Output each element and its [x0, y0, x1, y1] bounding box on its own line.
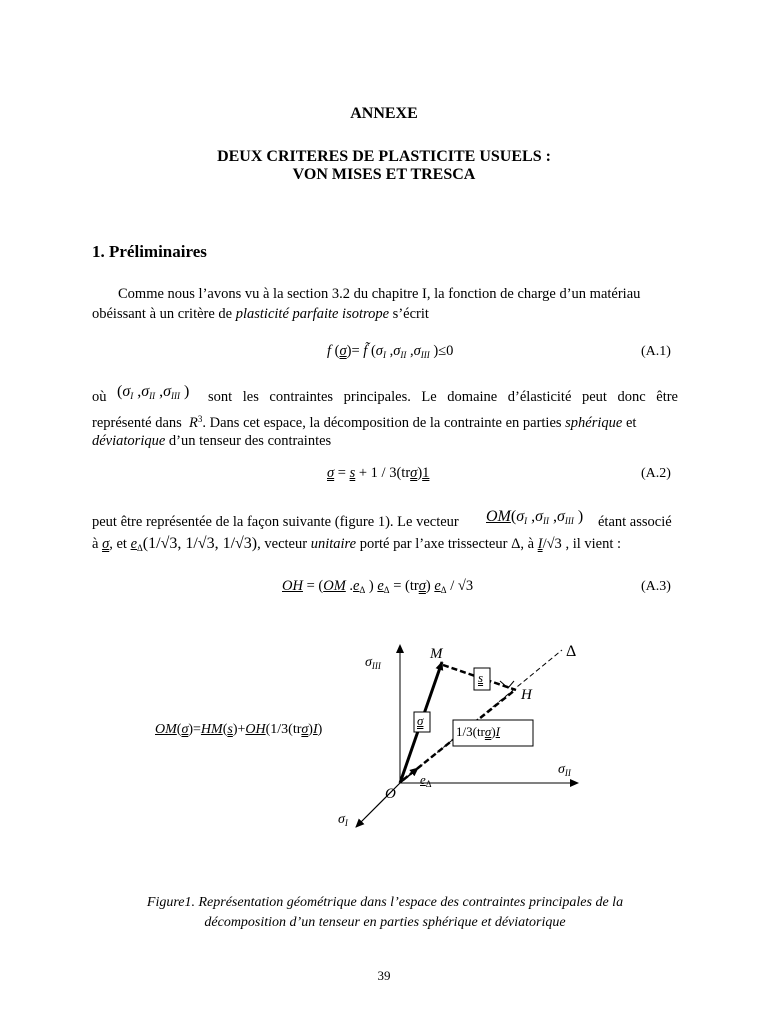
para2-line2: représenté dans $R^3$. Dans cet espace, la décomposition de la contrainte en parties sphérique et [92, 414, 637, 431]
annex-title-line2: VON MISES ET TRESCA [292, 166, 476, 183]
label-o: O [385, 786, 396, 802]
annex-heading: ANNEXE [350, 105, 418, 122]
equation-a3-number: (A.3) [641, 579, 671, 594]
label-e-delta: $e_\Delta$ [420, 772, 432, 789]
para3-line1-start: peut être représentée de la façon suivante (figure 1). Le vecteur [92, 514, 459, 530]
label-delta: Δ [566, 643, 577, 660]
s-box-label: s [478, 670, 484, 685]
equation-a1-number: (A.1) [641, 344, 671, 359]
principal-stresses-formula: ($\sigma_I$ $,\sigma_{II}$ $,\sigma_{III}$ ) [117, 383, 190, 401]
equation-a2-number: (A.2) [641, 466, 671, 481]
label-sigma-i: $\sigma_I$ [338, 812, 348, 828]
trace-box-label: 1/3(trσ)I [456, 724, 500, 739]
emph-plasticite: plasticité parfaite isotrope [235, 306, 390, 322]
para3-line2: à σ, et $e_\Delta(1/√3$, 1/√3, 1/√3), vecteur unitaire porté par l’axe trissecteur Δ, à I/√3 , il vient : [92, 535, 622, 553]
para2-line1-start: où [92, 389, 107, 405]
equation-a1: f (σ)= f̃ ($\sigma_I$ $,\sigma_{II}$ $,\sigma_{III}$ )≤0 [327, 343, 454, 360]
para3-line1-end: étant associé [598, 514, 672, 530]
om-vector-formula: $OM(\sigma_I$ $,\sigma_{II}$ $,\sigma_{III}$ ) [486, 508, 584, 526]
label-sigma-ii: $\sigma_{II}$ [558, 762, 571, 778]
section-title: 1. Préliminaires [92, 242, 207, 261]
right-angle-mark [500, 681, 514, 688]
label-m: M [430, 646, 443, 662]
figure-decomposition-formula: OM(σ)=HM(s)+OH(1/3(trσ)I) [155, 722, 323, 737]
para1-line1: Comme nous l’avons vu à la section 3.2 du chapitre I, la fonction de charge d’un matériau [118, 286, 641, 302]
para2-line1-end: sont les contraintes principales. Le domaine d’élasticité peut donc être [208, 389, 678, 405]
annex-title-line1: DEUX CRITERES DE PLASTICITE USUELS : [217, 148, 551, 165]
para2-line3: déviatorique d’un tenseur des contraintes [92, 433, 332, 449]
equation-a3: OH = (OM $.e_\Delta$ ) $e_\Delta = (tr\sigma)$ $e_\Delta / √3$ [282, 578, 474, 595]
figure-caption-line2: décomposition d’un tenseur en parties sphérique et déviatorique [204, 915, 566, 930]
para1-line2: obéissant à un critère de plasticité parfaite isotrope s’écrit [92, 306, 429, 322]
sigma-box-label: σ [417, 713, 424, 728]
equation-a2: σ = s + 1 / 3(trσ)1 [327, 465, 430, 481]
page-number: 39 [377, 968, 391, 983]
figure-caption-line1: Figure1. Représentation géométrique dans l’espace des contraintes principales de la [146, 895, 624, 910]
figure-diagram [0, 620, 768, 840]
label-h: H [521, 687, 532, 703]
label-sigma-iii: $\sigma_{III}$ [365, 655, 381, 671]
